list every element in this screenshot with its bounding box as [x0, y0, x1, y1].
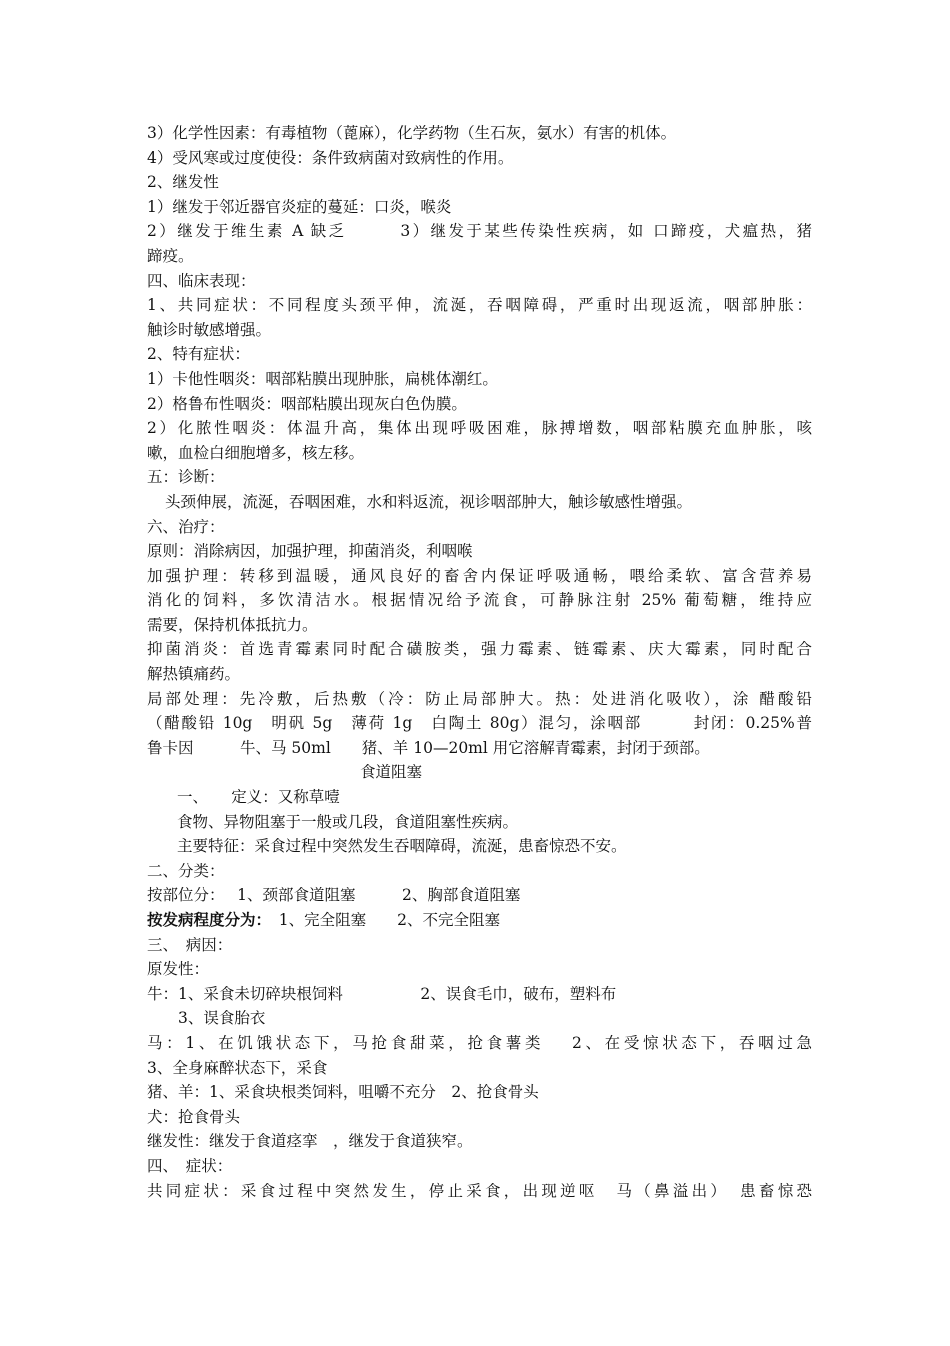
text-line: （醋酸铅 10g 明矾 5g 薄荷 1g 白陶土 80g）混匀，涂咽部 封闭：0.25%普: [147, 714, 812, 733]
section-heading: 三、 病因：: [147, 935, 233, 954]
bold-label: 按发病程度分为：: [147, 910, 264, 929]
text-line: 鲁卡因 牛、马 50ml 猪、羊 10—20ml 用它溶解青霉素，封闭于颈部。: [147, 738, 710, 757]
text-line: 1）继发于邻近器官炎症的蔓延：口炎，喉炎: [147, 197, 452, 216]
text-line: 嗽，血检白细胞增多，核左移。: [147, 443, 365, 462]
text-line: 按部位分： 1、颈部食道阻塞 2、胸部食道阻塞: [147, 886, 521, 905]
section-heading: 五：诊断：: [147, 468, 225, 487]
text-line: 2）格鲁布性咽炎：咽部粘膜出现灰白色伪膜。: [147, 394, 467, 413]
section-heading: 四、 症状：: [147, 1156, 233, 1175]
text-line: 2）化脓性咽炎：体温升高，集体出现呼吸困难，脉搏增数，咽部粘膜充血肿胀，咳: [147, 419, 812, 438]
text-line: 需要，保持机体抵抗力。: [147, 615, 318, 634]
section-heading: 2、特有症状：: [147, 345, 250, 364]
text-line: 牛：1、采食未切碎块根饲料 2、误食毛巾，破布，塑料布: [147, 984, 617, 1003]
text-line: 4）受风寒或过度使役：条件致病菌对致病性的作用。: [147, 148, 514, 167]
text-line: 抑菌消炎：首选青霉素同时配合磺胺类，强力霉素、链霉素、庆大霉素，同时配合: [147, 640, 812, 659]
text-line: 马：1、在饥饿状态下，马抢食甜菜，抢食薯类 2、在受惊状态下，吞咽过急: [147, 1033, 812, 1052]
text-line: 3、全身麻醉状态下，采食: [147, 1058, 328, 1077]
text-line: 犬：抢食骨头: [147, 1107, 241, 1126]
text-line: 原发性：: [147, 960, 210, 979]
section-heading: 2、继发性: [147, 173, 219, 192]
text-line: 头颈伸展，流涎，吞咽困难，水和料返流，视诊咽部肿大，触诊敏感性增强。: [165, 492, 693, 511]
text-line: 猪、羊：1、采食块根类饲料，咀嚼不充分 2、抢食骨头: [147, 1083, 539, 1102]
text-line: 主要特征：采食过程中突然发生吞咽障碍，流涎，患畜惊恐不安。: [177, 837, 627, 856]
text-line: 局部处理：先冷敷，后热敷（冷：防止局部肿大。热：处进消化吸收），涂 醋酸铅: [147, 689, 812, 708]
text-line: 消化的饲料，多饮清洁水。根据情况给予流食，可静脉注射 25% 葡萄糖，维持应: [147, 591, 812, 610]
text-line: 共同症状：采食过程中突然发生，停止采食，出现逆呕 马（鼻溢出） 患畜惊恐: [147, 1181, 812, 1200]
text-line: 继发性：继发于食道痉挛 ，继发于食道狭窄。: [147, 1132, 473, 1151]
text-line: 1）卡他性咽炎：咽部粘膜出现肿胀，扁桃体潮红。: [147, 369, 498, 388]
text-line: 蹄疫。: [147, 246, 194, 265]
section-title: 食道阻塞: [360, 763, 423, 782]
section-heading: 六、治疗：: [147, 517, 225, 536]
text-line: 一、 定义：又称草噎: [177, 788, 340, 807]
inline-text: 1、完全阻塞 2、不完全阻塞: [263, 911, 500, 929]
section-heading: 二、分类：: [147, 861, 225, 880]
text-line: 食物、异物阻塞于一般或几段，食道阻塞性疾病。: [177, 812, 519, 831]
section-heading: 四、临床表现：: [147, 271, 256, 290]
text-line: 原则：消除病因，加强护理，抑菌消炎，利咽喉: [147, 542, 473, 561]
text-line: 1、共同症状：不同程度头颈平伸，流涎，吞咽障碍，严重时出现返流，咽部肿胀：: [147, 296, 812, 315]
text-line: 3、误食胎衣: [147, 1009, 266, 1028]
document-page: [147, 121, 812, 1203]
text-line: 解热镇痛药。: [147, 665, 241, 684]
text-line: 触诊时敏感增强。: [147, 320, 272, 339]
text-line: 加强护理：转移到温暖，通风良好的畜舍内保证呼吸通畅，喂给柔软、富含营养易: [147, 566, 812, 585]
text-line: 2）继发于维生素 A 缺乏 3）继发于某些传染性疾病，如 口蹄疫，犬瘟热，猪: [147, 222, 812, 241]
text-line: 3）化学性因素：有毒植物（蓖麻），化学药物（生石灰，氨水）有害的机体。: [147, 124, 677, 142]
text-line: [147, 908, 812, 933]
